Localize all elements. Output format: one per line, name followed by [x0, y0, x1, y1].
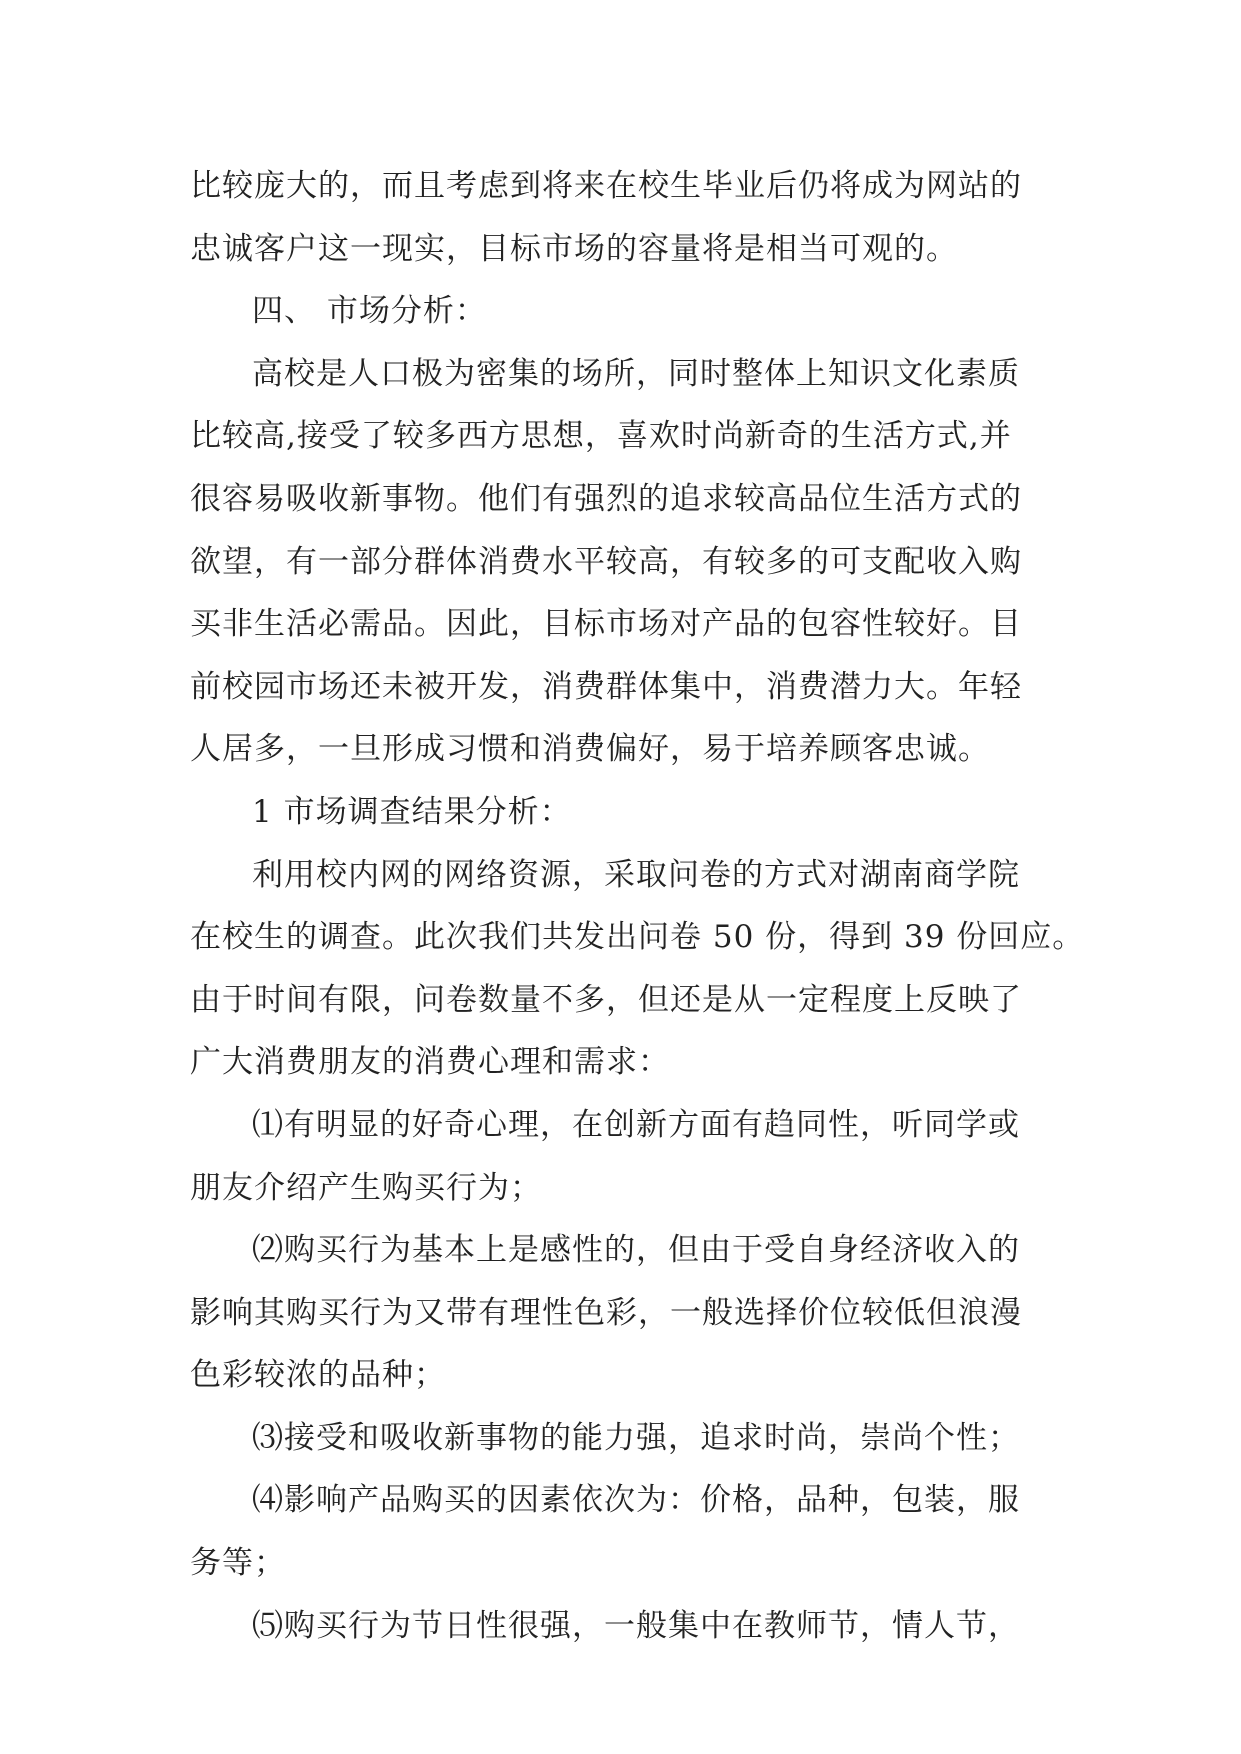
text-line: 务等； [190, 1545, 286, 1582]
text-line: 比较庞大的，而且考虑到将来在校生毕业后仍将成为网站的 [190, 168, 1022, 204]
text-line: 广大消费朋友的消费心理和需求： [190, 1044, 670, 1081]
text-line: 很容易吸收新事物。他们有强烈的追求较高品位生活方式的 [190, 480, 1022, 517]
text-line: 利用校内网的网络资源，采取问卷的方式对湖南商学院 [252, 856, 1020, 893]
text-line: 色彩较浓的品种； [190, 1357, 446, 1394]
text-line: 在校生的调查。此次我们共发出问卷 50 份，得到 39 份回应。 [190, 919, 1085, 956]
body-text [190, 155, 1085, 1657]
list-item-1: ⑴有明显的好奇心理，在创新方面有趋同性，听同学或 [252, 1106, 1020, 1143]
list-item-4: ⑷影响产品购买的因素依次为：价格，品种，包装，服 [252, 1482, 1020, 1519]
text-line: 前校园市场还未被开发，消费群体集中，消费潜力大。年轻 [190, 668, 1022, 705]
text-line: 比较高,接受了较多西方思想，喜欢时尚新奇的生活方式,并 [190, 418, 1012, 455]
list-item-5: ⑸购买行为节日性很强，一般集中在教师节，情人节， [252, 1607, 1020, 1644]
text-line: 买非生活必需品。因此，目标市场对产品的包容性较好。目 [190, 606, 1022, 643]
text-line: 朋友介绍产生购买行为； [190, 1169, 542, 1206]
text-line: 欲望，有一部分群体消费水平较高，有较多的可支配收入购 [190, 543, 1022, 580]
text-line: 影响其购买行为又带有理性色彩，一般选择价位较低但浪漫 [190, 1294, 1022, 1331]
text-line: 人居多，一旦形成习惯和消费偏好，易于培养顾客忠诚。 [190, 731, 990, 768]
subsection-heading: 1 市场调查结果分析： [252, 793, 572, 830]
text-line: 由于时间有限，问卷数量不多，但还是从一定程度上反映了 [190, 981, 1022, 1018]
text-line: 高校是人口极为密集的场所，同时整体上知识文化素质 [252, 355, 1020, 392]
list-item-2: ⑵购买行为基本上是感性的，但由于受自身经济收入的 [252, 1232, 1020, 1269]
list-item-3: ⑶接受和吸收新事物的能力强，追求时尚，崇尚个性； [252, 1419, 1020, 1456]
text-line: 忠诚客户这一现实，目标市场的容量将是相当可观的。 [190, 230, 958, 267]
section-heading: 四、 市场分析： [252, 293, 487, 330]
